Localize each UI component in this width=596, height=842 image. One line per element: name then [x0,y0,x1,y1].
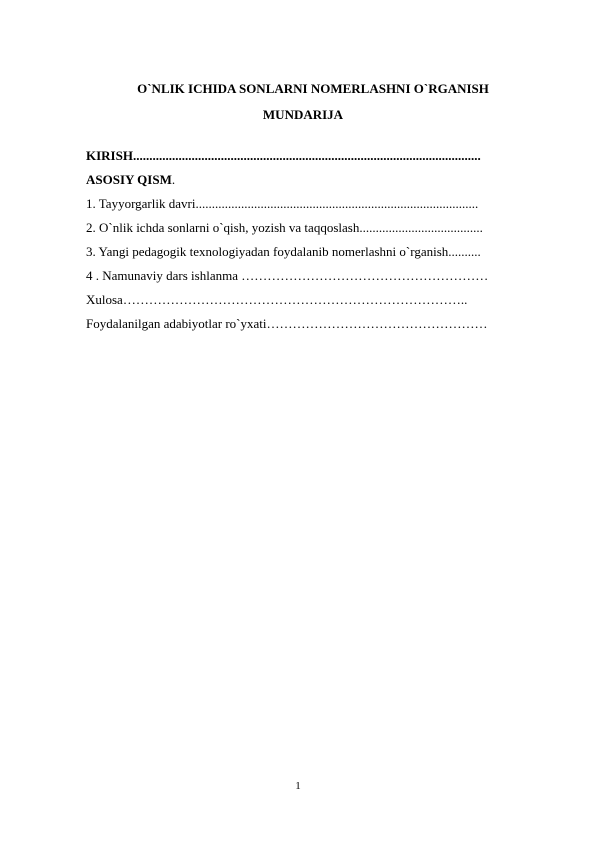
toc-entry-asosiy-qism [86,172,526,188]
contents-heading: MUNDARIJA [262,107,344,122]
toc-entry-2: 2. O`nlik ichda sonlarni o`qish, yozish va taqqoslash...................................... [86,220,483,235]
toc-entry-3: 3. Yangi pedagogik texnologiyadan foydalanib nomerlashni o`rganish.......... [86,244,481,259]
toc-entry-4: 4 . Namunaviy dars ishlanma ………………………………………………… [86,268,489,283]
toc-entry-xulosa: Xulosa…………………………………………………………………….. [86,292,468,307]
toc-entry-references: Foydalanilgan adabiyotlar ro`yxati…………………………………………… [86,316,488,331]
document-title: O`NLIK ICHIDA SONLARNI NOMERLASHNI O`RGANISH [137,81,489,96]
toc-entry-1: 1. Tayyorgarlik davri....................................................................................... [86,196,479,211]
toc-section-label: ASOSIY QISM [86,172,172,187]
toc-section-suffix: . [171,172,176,187]
toc-entry-kirish: KIRISH........................................................................................................... [86,148,481,163]
page-number: 1 [295,780,301,792]
